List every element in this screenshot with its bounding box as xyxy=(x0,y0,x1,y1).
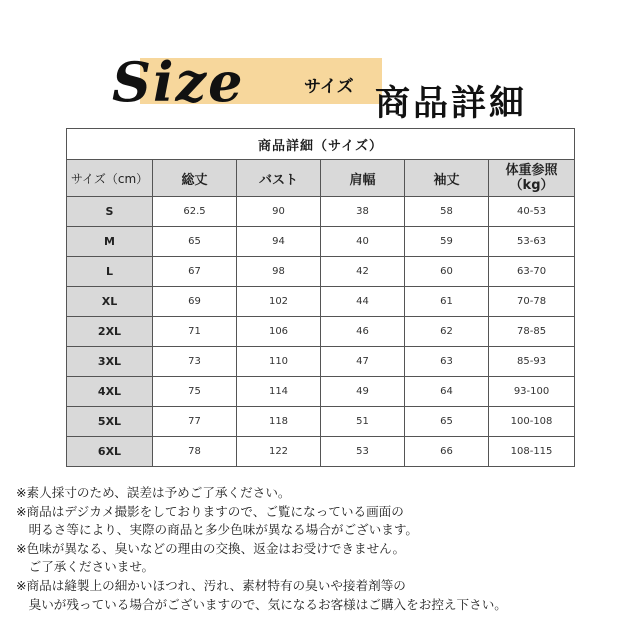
size-label-cell: 5XL xyxy=(67,407,153,437)
table-cell: 49 xyxy=(321,377,405,407)
table-cell: 114 xyxy=(237,377,321,407)
table-cell: 42 xyxy=(321,257,405,287)
table-cell: 93-100 xyxy=(489,377,575,407)
column-header-size: サイズ（cm） xyxy=(67,160,153,197)
note-line: 臭いが残っている場合がございますので、気になるお客様はご購入をお控え下さい。 xyxy=(16,596,507,612)
table-row xyxy=(67,437,575,467)
table-row xyxy=(67,407,575,437)
table-cell: 66 xyxy=(405,437,489,467)
table-cell: 106 xyxy=(237,317,321,347)
table-cell: 78 xyxy=(153,437,237,467)
table-cell: 70-78 xyxy=(489,287,575,317)
table-cell: 61 xyxy=(405,287,489,317)
table-cell: 58 xyxy=(405,197,489,227)
note-line: ※商品は縫製上の細かいほつれ、汚れ、素材特有の臭いや接着剤等の xyxy=(16,577,406,593)
table-cell: 47 xyxy=(321,347,405,377)
table-cell: 100-108 xyxy=(489,407,575,437)
table-cell: 46 xyxy=(321,317,405,347)
size-label-cell: 2XL xyxy=(67,317,153,347)
table-cell: 71 xyxy=(153,317,237,347)
table-row xyxy=(67,197,575,227)
size-label-cell: 3XL xyxy=(67,347,153,377)
table-cell: 85-93 xyxy=(489,347,575,377)
column-header-sleeve: 袖丈 xyxy=(405,160,489,197)
size-label-cell: 6XL xyxy=(67,437,153,467)
page-title: 商品詳細 xyxy=(375,84,528,124)
table-cell: 62.5 xyxy=(153,197,237,227)
size-logo: Size xyxy=(112,50,245,114)
table-cell: 63-70 xyxy=(489,257,575,287)
size-label-cell: L xyxy=(67,257,153,287)
table-row xyxy=(67,287,575,317)
table-cell: 44 xyxy=(321,287,405,317)
table-cell: 90 xyxy=(237,197,321,227)
size-label-cell: XL xyxy=(67,287,153,317)
table-cell: 51 xyxy=(321,407,405,437)
note-line: ※素人採寸のため、誤差は予めご了承ください。 xyxy=(16,485,291,500)
table-cell: 73 xyxy=(153,347,237,377)
column-header-weight-line1: 体重参照 xyxy=(505,163,558,178)
size-label-cell: 4XL xyxy=(67,377,153,407)
table-cell: 98 xyxy=(237,257,321,287)
column-header-bust: バスト xyxy=(237,160,321,197)
table-cell: 40 xyxy=(321,227,405,257)
column-header-weight-line2: （kg） xyxy=(509,178,554,193)
table-cell: 64 xyxy=(405,377,489,407)
table-cell: 65 xyxy=(405,407,489,437)
table-cell: 40-53 xyxy=(489,197,575,227)
table-row xyxy=(67,377,575,407)
table-cell: 53 xyxy=(321,437,405,467)
table-row xyxy=(67,347,575,377)
table-cell: 53-63 xyxy=(489,227,575,257)
table-cell: 78-85 xyxy=(489,317,575,347)
table-row xyxy=(67,257,575,287)
table-cell: 60 xyxy=(405,257,489,287)
size-label-cell: S xyxy=(67,197,153,227)
table-cell: 108-115 xyxy=(489,437,575,467)
note-line: ※商品はデジカメ撮影をしておりますので、ご覧になっている画面の xyxy=(16,503,404,519)
note-line: ※色味が異なる、臭いなどの理由の交換、返金はお受けできません。 xyxy=(16,540,406,556)
table-cell: 77 xyxy=(153,407,237,437)
table-cell: 62 xyxy=(405,317,489,347)
column-header-weight xyxy=(489,160,575,197)
table-cell: 94 xyxy=(237,227,321,257)
table-row xyxy=(67,317,575,347)
table-cell: 67 xyxy=(153,257,237,287)
table-caption-row xyxy=(67,129,575,160)
table-body xyxy=(67,197,575,467)
table-header-row xyxy=(67,160,575,197)
size-table xyxy=(66,128,575,467)
table-cell: 69 xyxy=(153,287,237,317)
table-cell: 102 xyxy=(237,287,321,317)
table-cell: 38 xyxy=(321,197,405,227)
column-header-length: 総丈 xyxy=(153,160,237,197)
size-label-cell: M xyxy=(67,227,153,257)
table-cell: 65 xyxy=(153,227,237,257)
notes xyxy=(16,484,628,614)
table-caption: 商品詳細（サイズ） xyxy=(67,129,575,160)
column-header-shoulder: 肩幅 xyxy=(321,160,405,197)
table-cell: 118 xyxy=(237,407,321,437)
table-cell: 122 xyxy=(237,437,321,467)
header xyxy=(0,0,640,125)
note-line: 明るさ等により、実際の商品と多少色味が異なる場合がございます。 xyxy=(16,522,418,538)
table-cell: 110 xyxy=(237,347,321,377)
table-cell: 63 xyxy=(405,347,489,377)
table-cell: 59 xyxy=(405,227,489,257)
note-line: ご了承くださいませ。 xyxy=(16,559,155,575)
header-subtitle: サイズ xyxy=(304,77,354,97)
table-row xyxy=(67,227,575,257)
table-cell: 75 xyxy=(153,377,237,407)
